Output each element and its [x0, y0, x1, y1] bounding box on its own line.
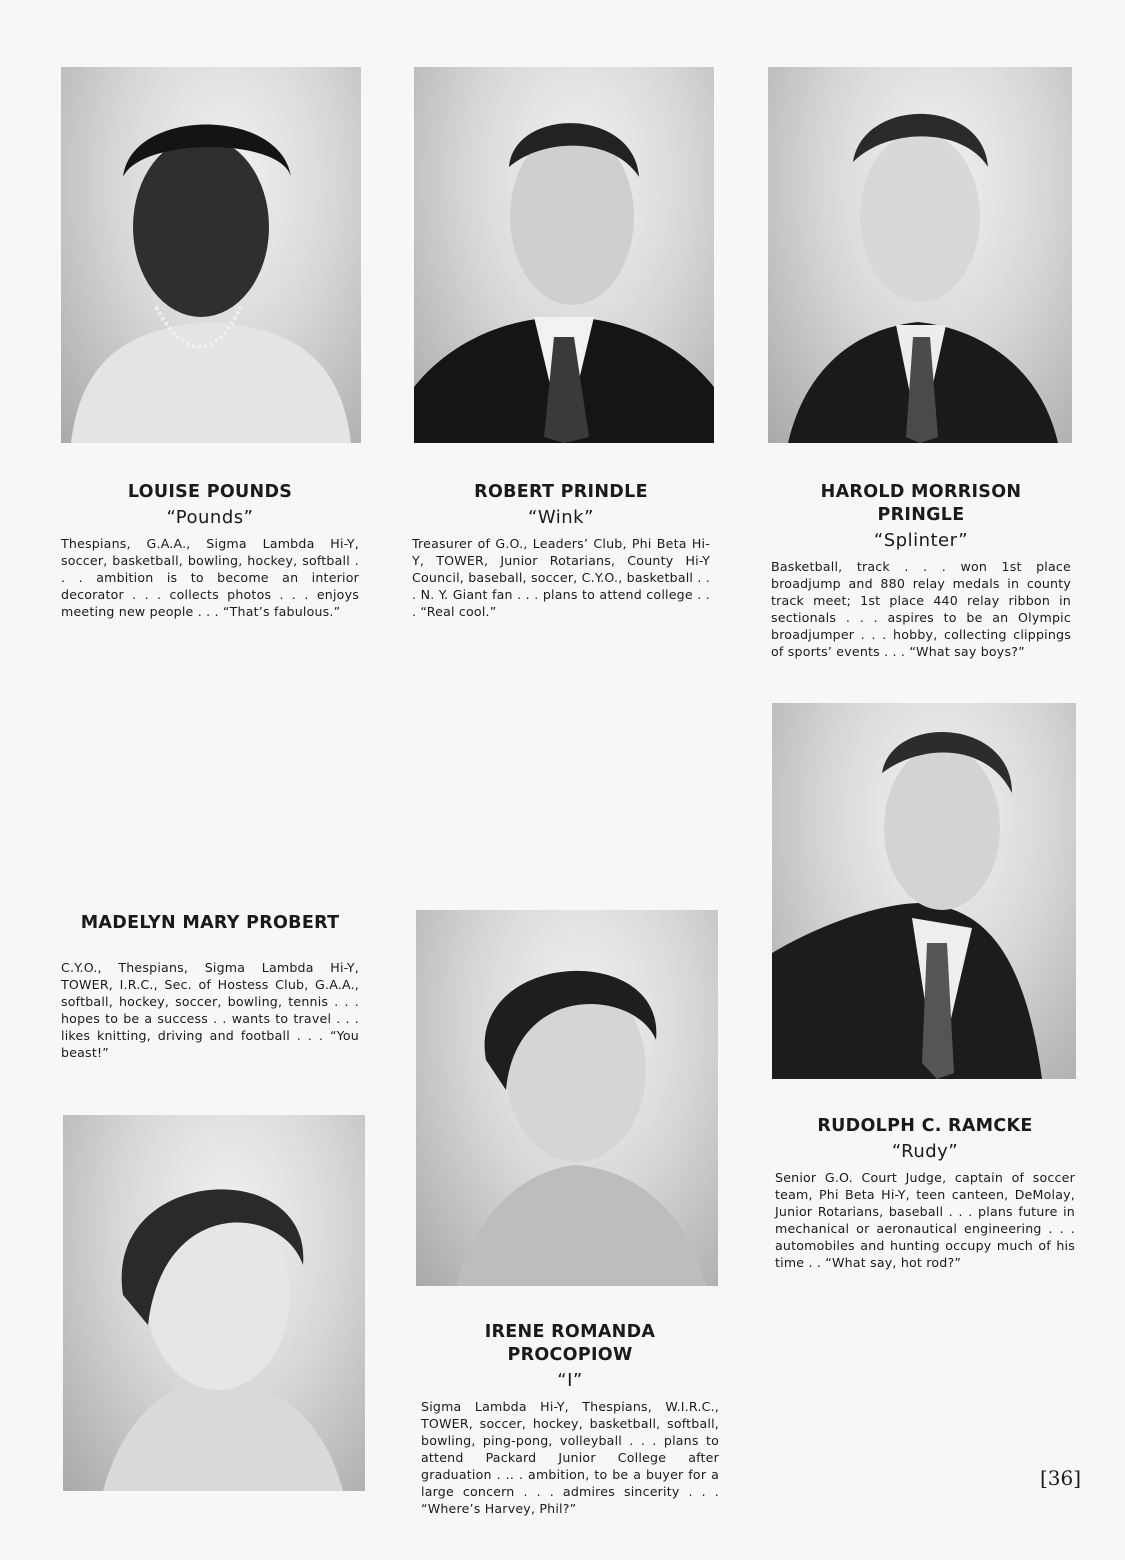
- student-description: Thespians, G.A.A., Sigma Lambda Hi-Y, soccer, basketball, bowling, hockey, softball . . . ambition is to become an interior decorator . . . collects photos . . . enjoys meeting new people . . . “That’s fabulous.”: [61, 536, 359, 619]
- portrait-rudolph-ramcke: [772, 703, 1076, 1079]
- entry-robert-prindle: [412, 481, 710, 620]
- entry-madelyn-probert: [61, 912, 359, 1061]
- entry-rudolph-ramcke: [775, 1115, 1075, 1271]
- student-nickname: “Rudy”: [891, 1141, 959, 1162]
- page-number: [36]: [1040, 1466, 1082, 1490]
- student-nickname: “Pounds”: [166, 507, 254, 528]
- student-description: C.Y.O., Thespians, Sigma Lambda Hi-Y, TOWER, I.R.C., Sec. of Hostess Club, G.A.A., softball, hockey, soccer, bowling, tennis . . . hopes to be a success . . wants to travel . . . likes knitting, driving and football . . . “You beast!”: [61, 960, 359, 1060]
- entry-louise-pounds: [61, 481, 359, 620]
- entry-irene-procopiow: [421, 1321, 719, 1517]
- portrait-irene-procopiow: [416, 910, 718, 1286]
- student-name: IRENE ROMANDA PROCOPIOW: [484, 1322, 656, 1365]
- portrait-louise-pounds: [61, 67, 361, 443]
- student-nickname: “Wink”: [528, 507, 594, 528]
- student-name: MADELYN MARY PROBERT: [80, 913, 340, 933]
- student-description: Sigma Lambda Hi-Y, Thespians, W.I.R.C., TOWER, soccer, hockey, basketball, softball, bowling, ping-pong, volleyball . . . plans to attend Packard Junior College after graduation . .. . ambition, to be a buyer for a large concern . . . admires sincerity . . . “Where’s Harvey, Phil?”: [421, 1399, 719, 1516]
- entry-harold-pringle: [771, 481, 1071, 660]
- portrait-madelyn-probert: [63, 1115, 365, 1491]
- student-description: Senior G.O. Court Judge, captain of soccer team, Phi Beta Hi-Y, teen canteen, DeMolay, Junior Rotarians, baseball . . . plans future in mechanical or aeronautical engineering . . . automobiles and hunting occupy much of his time . . “What say, hot rod?”: [775, 1170, 1075, 1270]
- student-name: RUDOLPH C. RAMCKE: [817, 1116, 1033, 1136]
- student-description: Treasurer of G.O., Leaders’ Club, Phi Beta Hi-Y, TOWER, Junior Rotarians, County Hi-Y Council, baseball, soccer, C.Y.O., basketball . . . N. Y. Giant fan . . . plans to attend college . . . “Real cool.”: [412, 536, 710, 619]
- portrait-harold-pringle: [768, 67, 1072, 443]
- student-name: LOUISE POUNDS: [127, 482, 293, 502]
- student-nickname: “I”: [557, 1370, 583, 1391]
- student-name: HAROLD MORRISON PRINGLE: [820, 482, 1022, 525]
- student-description: Basketball, track . . . won 1st place broadjump and 880 relay medals in county track meet; 1st place 440 relay ribbon in sectionals . . . aspires to be an Olympic broadjumper . . . hobby, collecting clippings of sports’ events . . . “What say boys?”: [771, 559, 1071, 659]
- student-name: ROBERT PRINDLE: [474, 482, 648, 502]
- portrait-robert-prindle: [414, 67, 714, 443]
- student-nickname: “Splinter”: [873, 530, 969, 551]
